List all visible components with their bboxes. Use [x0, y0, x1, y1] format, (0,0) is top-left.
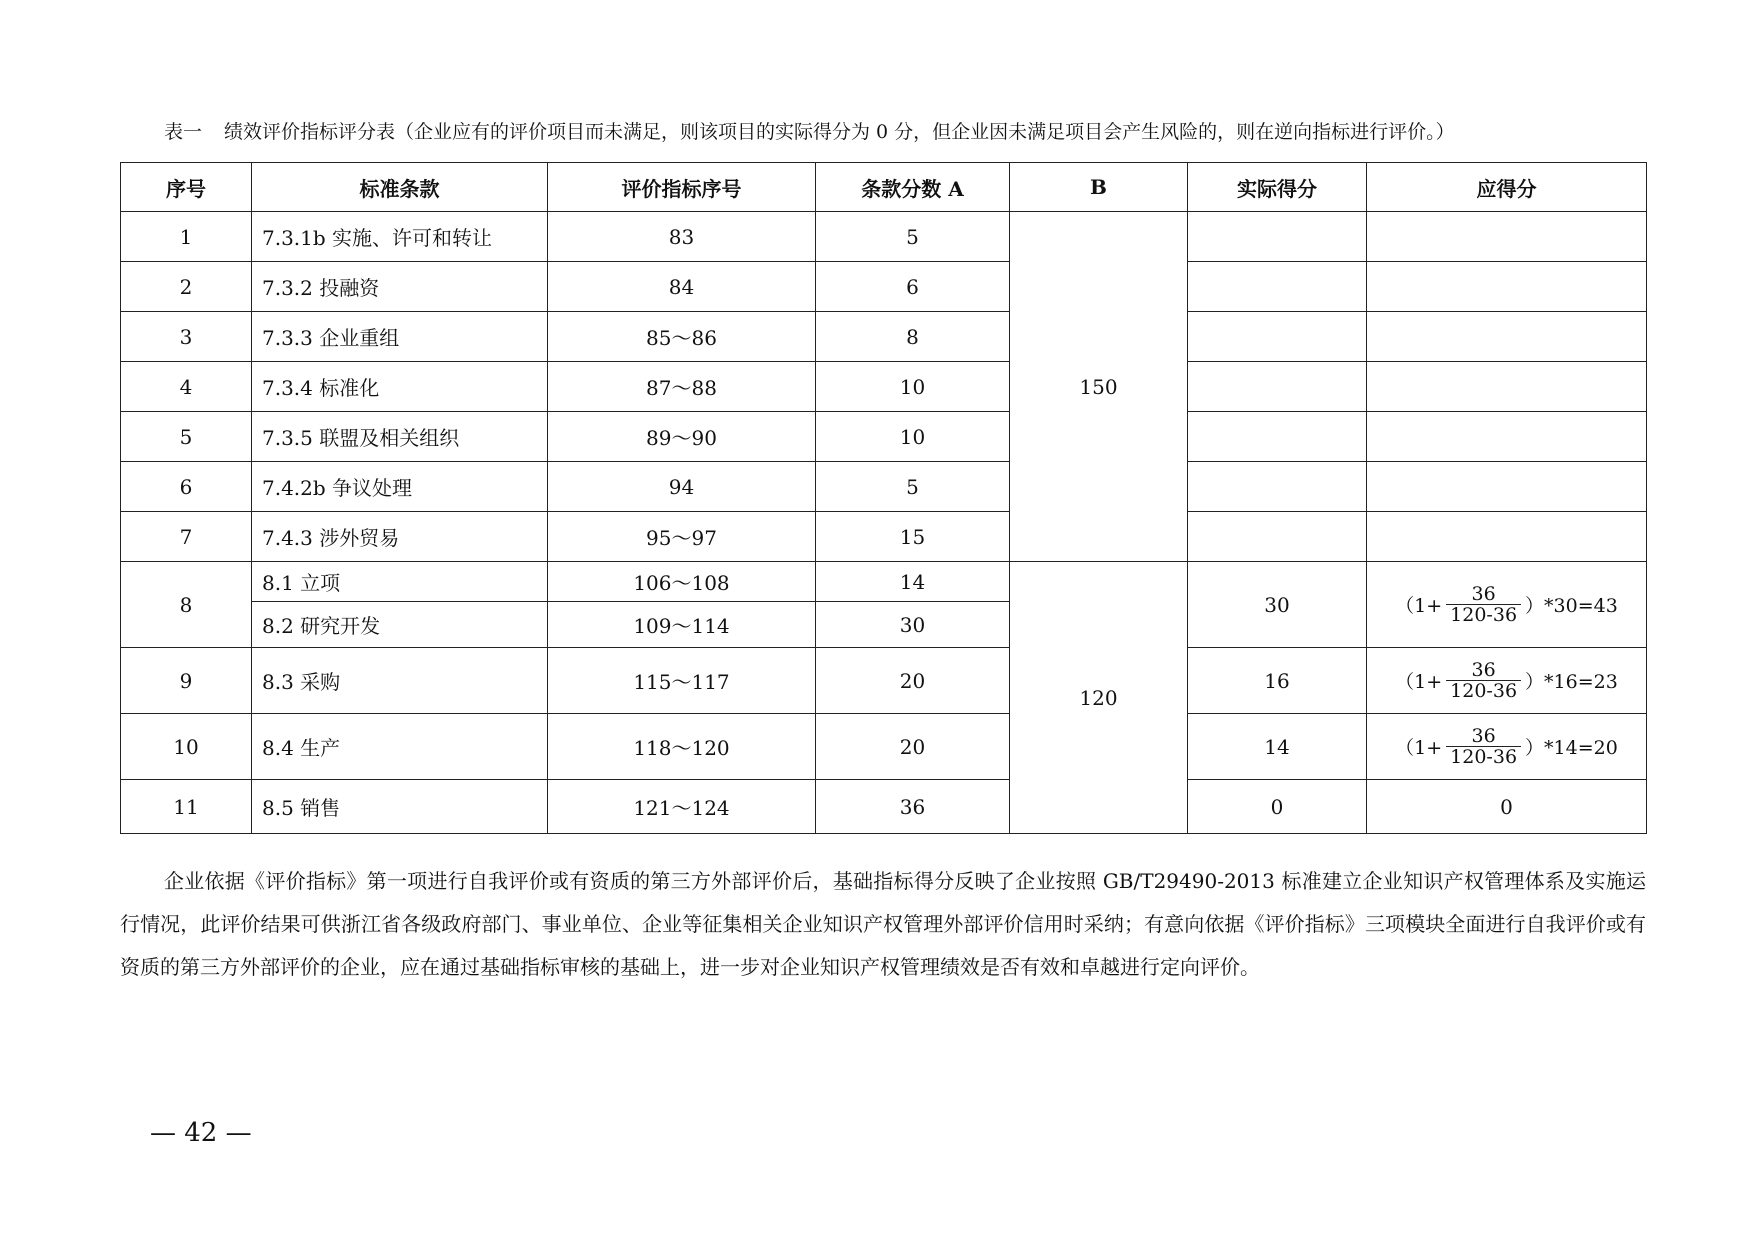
table-row: [121, 462, 1647, 512]
cell-due-formula: [1367, 648, 1647, 714]
formula-prefix: （1+: [1395, 671, 1443, 693]
cell-no: 8: [121, 562, 252, 648]
fraction-denominator: 120-36: [1446, 604, 1521, 625]
cell-score-a: 8: [816, 312, 1010, 362]
cell-score-a: 5: [816, 212, 1010, 262]
cell-actual: 16: [1188, 648, 1367, 714]
cell-index: 87～88: [548, 362, 816, 412]
cell-index: 115～117: [548, 648, 816, 714]
cell-index: 121～124: [548, 780, 816, 834]
table-row: [121, 648, 1647, 714]
cell-index: 89～90: [548, 412, 816, 462]
cell-clause: 7.3.4 标准化: [252, 362, 548, 412]
table-row: [121, 362, 1647, 412]
cell-due: [1367, 212, 1647, 262]
formula-fraction: [1446, 726, 1521, 767]
cell-score-a: 20: [816, 648, 1010, 714]
cell-index: 84: [548, 262, 816, 312]
cell-actual: [1188, 362, 1367, 412]
cell-no: 7: [121, 512, 252, 562]
fraction-numerator: 36: [1471, 659, 1496, 681]
formula-prefix: （1+: [1395, 737, 1443, 759]
cell-score-a: 10: [816, 362, 1010, 412]
cell-no: 4: [121, 362, 252, 412]
header-index: 评价指标序号: [548, 163, 816, 212]
cell-clause: 8.5 销售: [252, 780, 548, 834]
table-row: [121, 262, 1647, 312]
header-clause: 标准条款: [252, 163, 548, 212]
cell-actual: 14: [1188, 714, 1367, 780]
cell-actual: [1188, 312, 1367, 362]
cell-index: 109～114: [548, 602, 816, 648]
cell-no: 6: [121, 462, 252, 512]
cell-actual: 30: [1188, 562, 1367, 648]
table-row: [121, 562, 1647, 602]
cell-clause: 7.4.2b 争议处理: [252, 462, 548, 512]
cell-no: 10: [121, 714, 252, 780]
cell-due: [1367, 312, 1647, 362]
formula-prefix: （1+: [1395, 595, 1443, 617]
cell-due: [1367, 512, 1647, 562]
cell-score-a: 5: [816, 462, 1010, 512]
formula-suffix: ）*30=43: [1525, 595, 1618, 617]
cell-index: 106～108: [548, 562, 816, 602]
cell-score-a: 15: [816, 512, 1010, 562]
table-row: [121, 212, 1647, 262]
cell-score-a: 36: [816, 780, 1010, 834]
cell-due: [1367, 462, 1647, 512]
caption-label: 表一: [164, 121, 203, 143]
cell-index: 94: [548, 462, 816, 512]
cell-actual: [1188, 512, 1367, 562]
cell-clause: 8.2 研究开发: [252, 602, 548, 648]
header-due: 应得分: [1367, 163, 1647, 212]
header-no: 序号: [121, 163, 252, 212]
cell-clause: 8.1 立项: [252, 562, 548, 602]
page-number: — 42 —: [150, 1118, 252, 1148]
score-formula: [1395, 726, 1618, 767]
cell-b-group-1: 150: [1010, 212, 1188, 562]
cell-due-formula: [1367, 562, 1647, 648]
score-formula: [1395, 584, 1618, 625]
cell-clause: 7.3.5 联盟及相关组织: [252, 412, 548, 462]
cell-index: 118～120: [548, 714, 816, 780]
cell-no: 1: [121, 212, 252, 262]
table-caption: [164, 118, 1644, 146]
formula-fraction: [1446, 660, 1521, 701]
formula-fraction: [1446, 584, 1521, 625]
cell-due-formula: [1367, 714, 1647, 780]
cell-score-a: 30: [816, 602, 1010, 648]
table-row: [121, 312, 1647, 362]
cell-index: 95～97: [548, 512, 816, 562]
cell-actual: [1188, 212, 1367, 262]
header-actual: 实际得分: [1188, 163, 1367, 212]
cell-due: [1367, 262, 1647, 312]
cell-clause: 7.3.2 投融资: [252, 262, 548, 312]
cell-b-group-2: 120: [1010, 562, 1188, 834]
explanatory-note: 企业依据《评价指标》第一项进行自我评价或有资质的第三方外部评价后，基础指标得分反映了企业按照 GB/T29490-2013 标准建立企业知识产权管理体系及实施运行情况，此评价结果可供浙江省各级政府部门、事业单位、企业等征集相关企业知识产权管理外部评价信用时采纳；有意向依据《评价指标》三项模块全面进行自我评价或有资质的第三方外部评价的企业，应在通过基础指标审核的基础上，进一步对企业知识产权管理绩效是否有效和卓越进行定向评价。: [120, 869, 1646, 979]
table-row: [121, 412, 1647, 462]
fraction-denominator: 120-36: [1446, 680, 1521, 701]
header-b: B: [1010, 163, 1188, 212]
formula-suffix: ）*14=20: [1525, 737, 1618, 759]
cell-actual: 0: [1188, 780, 1367, 834]
cell-actual: [1188, 262, 1367, 312]
header-row: [121, 163, 1647, 212]
cell-due: [1367, 362, 1647, 412]
score-formula: [1395, 660, 1618, 701]
formula-suffix: ）*16=23: [1525, 671, 1618, 693]
cell-no: 3: [121, 312, 252, 362]
cell-score-a: 6: [816, 262, 1010, 312]
table-row: [121, 512, 1647, 562]
cell-score-a: 10: [816, 412, 1010, 462]
cell-score-a: 20: [816, 714, 1010, 780]
fraction-numerator: 36: [1471, 725, 1496, 747]
header-score-a: 条款分数 A: [816, 163, 1010, 212]
cell-actual: [1188, 462, 1367, 512]
cell-clause: 7.3.3 企业重组: [252, 312, 548, 362]
fraction-numerator: 36: [1471, 583, 1496, 605]
cell-no: 11: [121, 780, 252, 834]
cell-due: [1367, 412, 1647, 462]
cell-due: 0: [1367, 780, 1647, 834]
cell-index: 85～86: [548, 312, 816, 362]
cell-score-a: 14: [816, 562, 1010, 602]
table-row: [121, 780, 1647, 834]
caption-text: 绩效评价指标评分表（企业应有的评价项目而未满足，则该项目的实际得分为 0 分，但企业因未满足项目会产生风险的，则在逆向指标进行评价。）: [224, 121, 1455, 143]
cell-clause: 7.4.3 涉外贸易: [252, 512, 548, 562]
cell-no: 9: [121, 648, 252, 714]
cell-clause: 7.3.1b 实施、许可和转让: [252, 212, 548, 262]
fraction-denominator: 120-36: [1446, 746, 1521, 767]
cell-actual: [1188, 412, 1367, 462]
table-row: [121, 714, 1647, 780]
cell-no: 2: [121, 262, 252, 312]
cell-clause: 8.3 采购: [252, 648, 548, 714]
cell-clause: 8.4 生产: [252, 714, 548, 780]
cell-no: 5: [121, 412, 252, 462]
score-table: [120, 162, 1647, 834]
cell-index: 83: [548, 212, 816, 262]
